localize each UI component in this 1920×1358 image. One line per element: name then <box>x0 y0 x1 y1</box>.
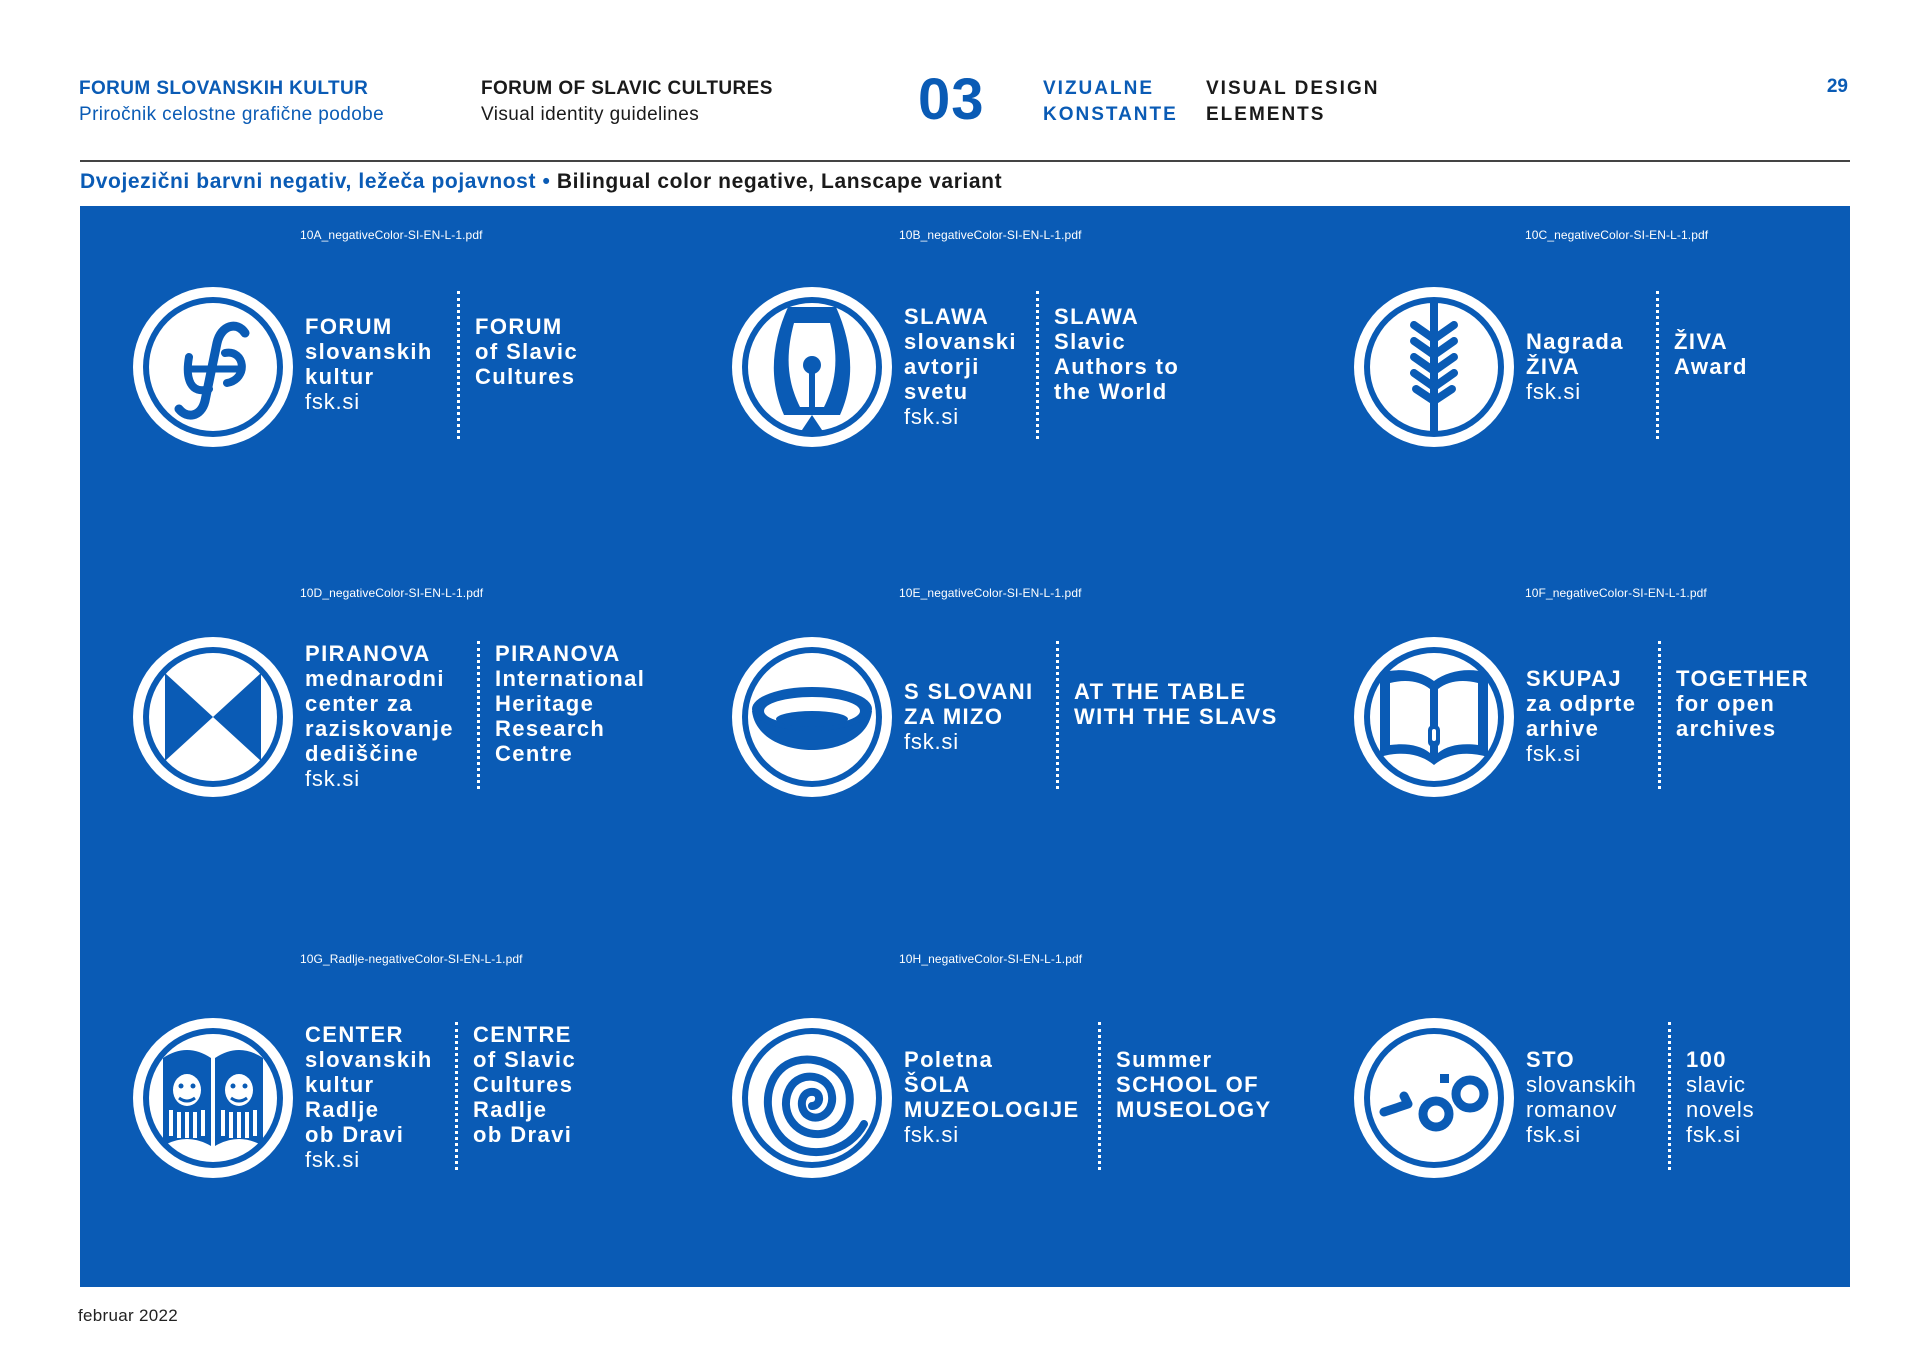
logo-10a-text-en <box>475 314 578 389</box>
logo-10f-text-en <box>1676 666 1809 741</box>
logo-10h-text-en <box>1116 1047 1272 1122</box>
logo-10d <box>129 633 729 808</box>
spiral-icon <box>728 1014 896 1182</box>
text-line: STO <box>1526 1047 1576 1072</box>
logo-10a <box>129 283 729 458</box>
header-org-si <box>79 76 384 128</box>
guide-title-en: Visual identity guidelines <box>481 104 700 125</box>
text-line: romanov <box>1526 1097 1618 1122</box>
text-line: ZA MIZO <box>904 704 1004 729</box>
chapter-number: 03 <box>918 67 985 132</box>
file-name-10g: 10G_Radlje-negativeColor-SI-EN-L-1.pdf <box>300 952 523 966</box>
text-line: Radlje <box>305 1097 380 1122</box>
text-line: ŽIVA <box>1674 329 1729 354</box>
page-number: 29 <box>1826 76 1848 97</box>
text-line: slovanskih <box>1526 1072 1637 1097</box>
logo-10c-text-en <box>1674 329 1748 379</box>
text-line: ŽIVA <box>1526 354 1581 379</box>
text-line: TOGETHER <box>1676 666 1810 691</box>
text-line: SKUPAJ <box>1526 666 1623 691</box>
section-title <box>80 168 1002 196</box>
text-line: FORUM <box>305 314 393 339</box>
text-line: CENTRE <box>473 1022 572 1047</box>
logo-10e <box>728 633 1288 808</box>
logo-10h-text-si <box>904 1047 1080 1147</box>
text-line: slovanskih <box>305 1047 433 1072</box>
section-title-en: Bilingual color negative, Lanscape variant <box>556 170 1003 193</box>
chapter-en-line2: ELEMENTS <box>1206 104 1326 125</box>
website-link: fsk.si <box>904 1122 959 1147</box>
website-link: fsk.si <box>1526 741 1581 766</box>
website-link: fsk.si <box>1526 1122 1581 1147</box>
website-link: fsk.si <box>305 766 360 791</box>
text-line: PIRANOVA <box>495 641 621 666</box>
text-line: mednarodni <box>305 666 445 691</box>
text-line: SLAWA <box>1054 304 1140 329</box>
website-link: fsk.si <box>1526 379 1581 404</box>
dotted-separator <box>1658 641 1661 789</box>
section-title-si: Dvojezični barvni negativ, ležeča pojavnost • <box>80 170 551 193</box>
file-name-10c: 10C_negativeColor-SI-EN-L-1.pdf <box>1525 228 1709 242</box>
header-divider <box>80 160 1850 162</box>
dotted-separator <box>477 641 480 789</box>
file-name-10f: 10F_negativeColor-SI-EN-L-1.pdf <box>1525 586 1707 600</box>
text-line: for open <box>1676 691 1776 716</box>
chapter-si-line2: KONSTANTE <box>1043 104 1178 125</box>
text-line: kultur <box>305 364 375 389</box>
open-book-zipper-icon <box>1350 633 1518 801</box>
file-name-10a: 10A_negativeColor-SI-EN-L-1.pdf <box>300 228 483 242</box>
text-line: WITH THE SLAVS <box>1074 704 1278 729</box>
hundred-icon <box>1350 1014 1518 1182</box>
text-line: slovanskih <box>305 339 433 364</box>
text-line: ob Dravi <box>473 1122 573 1147</box>
text-line: Heritage <box>495 691 595 716</box>
logo-10g-text-en <box>473 1022 576 1147</box>
forum-f-icon <box>129 283 297 451</box>
website-link: fsk.si <box>1686 1122 1741 1147</box>
text-line: dediščine <box>305 741 420 766</box>
text-line: raziskovanje <box>305 716 454 741</box>
text-line: Summer <box>1116 1047 1213 1072</box>
text-line: Poletna <box>904 1047 994 1072</box>
bowtie-icon <box>129 633 297 801</box>
text-line: SCHOOL OF <box>1116 1072 1259 1097</box>
text-line: kultur <box>305 1072 375 1097</box>
dotted-separator <box>455 1022 458 1170</box>
text-line: arhive <box>1526 716 1600 741</box>
chapter-title-en <box>1206 76 1379 128</box>
dotted-separator <box>1668 1022 1671 1170</box>
logo-10e-text-en <box>1074 679 1278 729</box>
text-line: MUSEOLOGY <box>1116 1097 1272 1122</box>
pen-nib-icon <box>728 283 896 451</box>
text-line: slovanski <box>904 329 1017 354</box>
text-line: ŠOLA <box>904 1072 971 1097</box>
text-line: MUZEOLOGIJE <box>904 1097 1080 1122</box>
logo-10f-text-si <box>1526 666 1636 766</box>
dotted-separator <box>1098 1022 1101 1170</box>
header-org-en <box>481 76 773 128</box>
chapter-en-line1: VISUAL DESIGN <box>1206 78 1380 99</box>
dotted-separator <box>457 291 460 439</box>
chapter-si-line1: VIZUALNE <box>1043 78 1154 99</box>
logo-10b-text-si <box>904 304 1017 429</box>
text-line: FORUM <box>475 314 563 339</box>
text-line: za odprte <box>1526 691 1637 716</box>
text-line: Cultures <box>475 364 576 389</box>
guide-title-si: Priročnik celostne grafične podobe <box>79 104 385 125</box>
footer-date: februar 2022 <box>78 1306 179 1325</box>
logo-10c-text-si <box>1526 329 1624 404</box>
logo-10h <box>728 1014 1288 1189</box>
text-line: slavic <box>1686 1072 1746 1097</box>
website-link: fsk.si <box>904 729 959 754</box>
text-line: CENTER <box>305 1022 404 1047</box>
text-line: of Slavic <box>475 339 579 364</box>
website-link: fsk.si <box>904 404 959 429</box>
website-link: fsk.si <box>305 389 360 414</box>
text-line: Award <box>1674 354 1748 379</box>
text-line: SLAWA <box>904 304 990 329</box>
text-line: novels <box>1686 1097 1755 1122</box>
logo-10g <box>129 1014 729 1189</box>
text-line: S SLOVANI <box>904 679 1034 704</box>
logo-10a-text-si <box>305 314 433 414</box>
org-name-si: FORUM SLOVANSKIH KULTUR <box>79 78 369 99</box>
logo-10f <box>1350 633 1830 808</box>
logo-10b-text-en <box>1054 304 1179 404</box>
bowl-icon <box>728 633 896 801</box>
text-line: the World <box>1054 379 1168 404</box>
logo-panel <box>80 206 1850 1287</box>
text-line: ob Dravi <box>305 1122 405 1147</box>
chapter-title-si <box>1043 76 1178 128</box>
text-line: PIRANOVA <box>305 641 431 666</box>
logo-10d-text-si <box>305 641 454 791</box>
text-line: archives <box>1676 716 1777 741</box>
text-line: svetu <box>904 379 969 404</box>
text-line: International <box>495 666 646 691</box>
text-line: of Slavic <box>473 1047 577 1072</box>
logo-sto <box>1350 1014 1830 1189</box>
file-name-10h: 10H_negativeColor-SI-EN-L-1.pdf <box>899 952 1083 966</box>
text-line: Authors to <box>1054 354 1180 379</box>
text-line: Centre <box>495 741 574 766</box>
text-line: center za <box>305 691 413 716</box>
logo-10b <box>728 283 1208 458</box>
logo-10g-text-si <box>305 1022 433 1172</box>
text-line: Research <box>495 716 606 741</box>
file-name-10b: 10B_negativeColor-SI-EN-L-1.pdf <box>899 228 1082 242</box>
logo-10c <box>1350 283 1820 458</box>
website-link: fsk.si <box>305 1147 360 1172</box>
file-name-10d: 10D_negativeColor-SI-EN-L-1.pdf <box>300 586 484 600</box>
text-line: 100 <box>1686 1047 1727 1072</box>
logo-10e-text-si <box>904 679 1034 754</box>
text-line: Nagrada <box>1526 329 1624 354</box>
logo-sto-text-si <box>1526 1047 1637 1147</box>
two-faces-icon <box>129 1014 297 1182</box>
text-line: AT THE TABLE <box>1074 679 1247 704</box>
text-line: Radlje <box>473 1097 548 1122</box>
text-line: Cultures <box>473 1072 574 1097</box>
logo-10d-text-en <box>495 641 645 766</box>
wheat-ear-icon <box>1350 283 1518 451</box>
dotted-separator <box>1036 291 1039 439</box>
org-name-en: FORUM OF SLAVIC CULTURES <box>481 78 773 99</box>
dotted-separator <box>1056 641 1059 789</box>
dotted-separator <box>1656 291 1659 439</box>
file-name-10e: 10E_negativeColor-SI-EN-L-1.pdf <box>899 586 1082 600</box>
logo-sto-text-en <box>1686 1047 1754 1147</box>
text-line: avtorji <box>904 354 980 379</box>
text-line: Slavic <box>1054 329 1127 354</box>
